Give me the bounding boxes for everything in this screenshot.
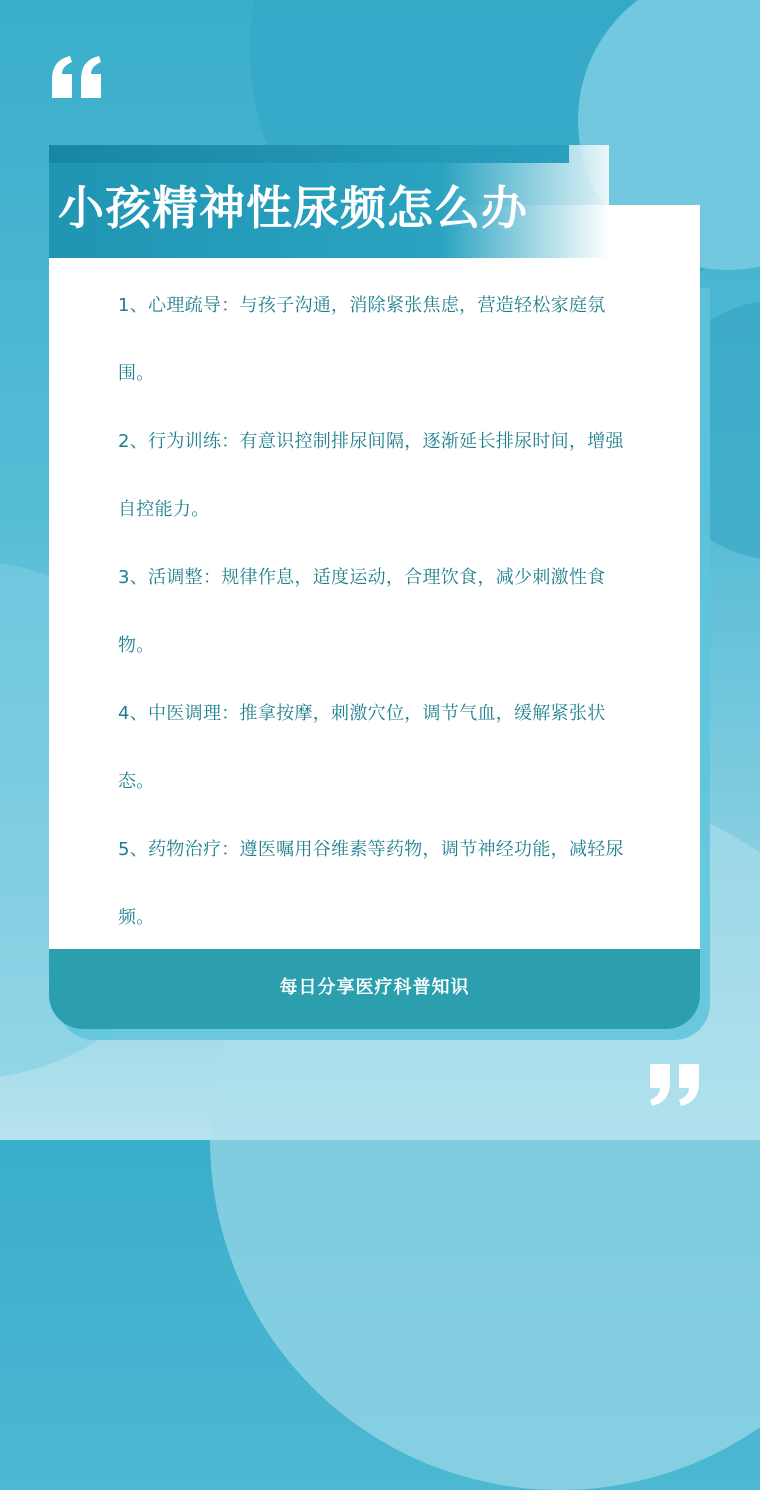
title-band-accent <box>49 145 569 163</box>
tip-item: 4、中医调理：推拿按摩，刺激穴位，调节气血，缓解紧张状态。 <box>118 703 606 792</box>
quote-open-icon <box>50 56 104 98</box>
tip-item: 2、行为训练：有意识控制排尿间隔，逐渐延长排尿时间，增强自控能力。 <box>118 431 624 520</box>
tip-item: 1、心理疏导：与孩子沟通，消除紧张焦虑，营造轻松家庭氛围。 <box>118 295 606 384</box>
tips-list <box>118 272 633 952</box>
page-title: 小孩精神性尿频怎么办 <box>58 181 528 235</box>
tip-item: 5、药物治疗：遵医嘱用谷维素等药物，调节神经功能，减轻尿频。 <box>118 839 624 928</box>
footer-bar <box>49 949 700 1029</box>
quote-close-icon <box>647 1064 701 1106</box>
footer-text: 每日分享医疗科普知识 <box>279 977 470 998</box>
tip-item: 3、活调整：规律作息，适度运动，合理饮食，减少刺激性食物。 <box>118 567 606 656</box>
